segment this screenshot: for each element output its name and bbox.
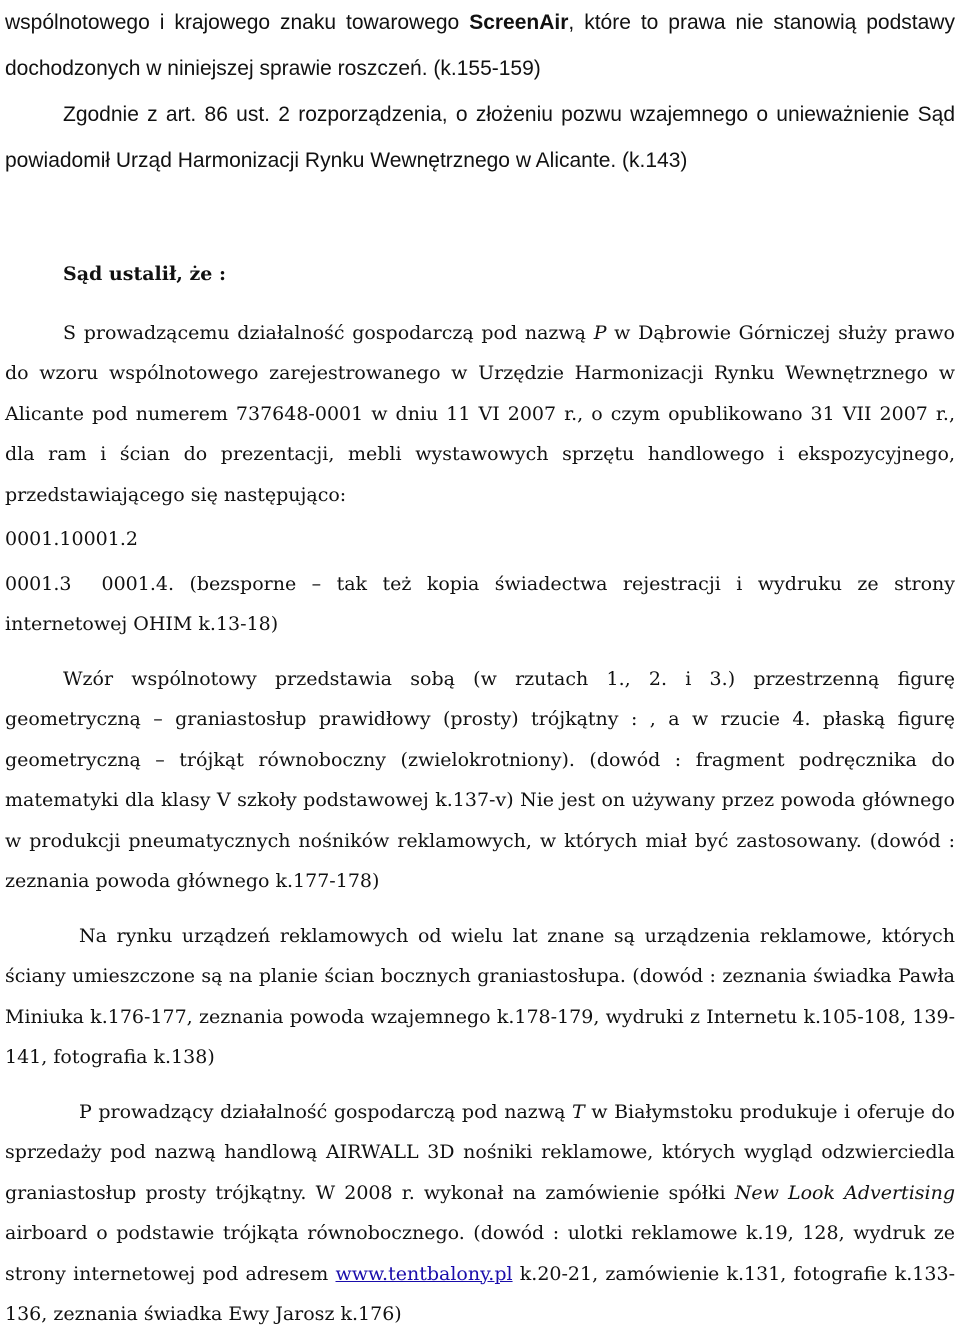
brand-name: ScreenAir	[469, 11, 569, 34]
document-page	[5, 0, 955, 1335]
paragraph-design-right	[5, 313, 955, 516]
paragraph-airwall	[5, 1092, 955, 1335]
design-ref: 0001.4	[101, 572, 168, 595]
section-heading: Sąd ustalił, że :	[63, 263, 227, 285]
text-span: . (bezsporne – tak też kopia świadectwa rejestracji i wydruku ze strony internetowej OHIM k.13-18)	[5, 572, 955, 635]
text-span: k.20-21, zamówienie k.131, fotografie k.133-136, zeznania świadka Ewy Jarosz k.176)	[5, 1262, 955, 1325]
paragraph-trademark	[5, 0, 955, 92]
text-span: P prowadzący działalność gospodarczą pod nazwą	[79, 1100, 572, 1123]
paragraph-article-86: Zgodnie z art. 86 ust. 2 rozporządzenia, o złożeniu pozwu wzajemnego o unieważnienie Sąd powiadomił Urząd Harmonizacji Rynku Wewnętrznego w Alicante. (k.143)	[5, 103, 955, 172]
text-span: w Białymstoku produkuje i oferuje do sprzedaży pod nazwą handlową AIRWALL 3D nośniki reklamowe, których wygląd odzwierciedla graniastosłup prosty trójkątny. W 2008 r. wykonał na zamówienie spółki	[5, 1100, 955, 1204]
paragraph-design-description: Wzór wspólnotowy przedstawia sobą (w rzutach 1., 2. i 3.) przestrzenną figurę geometryczną – graniastosłup prawidłowy (prosty) trójkątny : , a w rzucie 4. płaską figurę geometryczną – trójkąt równoboczny (zwielokrotniony). (dowód : fragment podręcznika do matematyki dla klasy V szkoły podstawowej k.137-v) Nie jest on używany przez powoda głównego w produkcji pneumatycznych nośników reklamowych, w których miał być zastosowany. (dowód : zeznania powoda głównego k.177-178)	[5, 667, 955, 892]
design-ref-line-2	[5, 564, 955, 645]
text-span: , które to prawa nie stanowią podstawy dochodzonych w niniejszej sprawie roszczeń. (k.155-159)	[5, 11, 955, 80]
party-name: P	[593, 321, 607, 344]
text-span: wspólnotowego i krajowego znaku towarowego	[5, 11, 470, 34]
design-ref: 0001.3	[5, 572, 72, 595]
paragraph-market: Na rynku urządzeń reklamowych od wielu lat znane są urządzenia reklamowe, których ściany umieszczone są na planie ścian bocznych graniastosłupa. (dowód : zeznania świadka Pawła Miniuka k.176-177, zeznania powoda wzajemnego k.178-179, wydruki z Internetu k.105-108, 139-141, fotografia k.138)	[5, 924, 955, 1068]
website-link[interactable]: www.tentbalony.pl	[335, 1262, 513, 1285]
text-span: airboard o podstawie trójkąta równobocznego. (dowód : ulotki reklamowe k.19, 128, wydruk ze strony internetowej pod adresem	[5, 1222, 955, 1285]
text-span: S prowadzącemu działalność gospodarczą pod nazwą	[63, 321, 594, 344]
design-ref-line-1: 0001.10001.2	[5, 528, 138, 550]
company-name: New Look Advertising	[734, 1181, 955, 1204]
text-span: w Dąbrowie Górniczej służy prawo do wzoru wspólnotowego zarejestrowanego w Urzędzie Harmonizacji Rynku Wewnętrznego w Alicante pod numerem 737648-0001 w dniu 11 VI 2007 r., o czym opublikowano 31 VII 2007 r., dla ram i ścian do prezentacji, mebli wystawowych sprzętu handlowego i ekspozycyjnego, przedstawiającego się następująco:	[5, 321, 955, 506]
party-name: T	[571, 1100, 585, 1123]
